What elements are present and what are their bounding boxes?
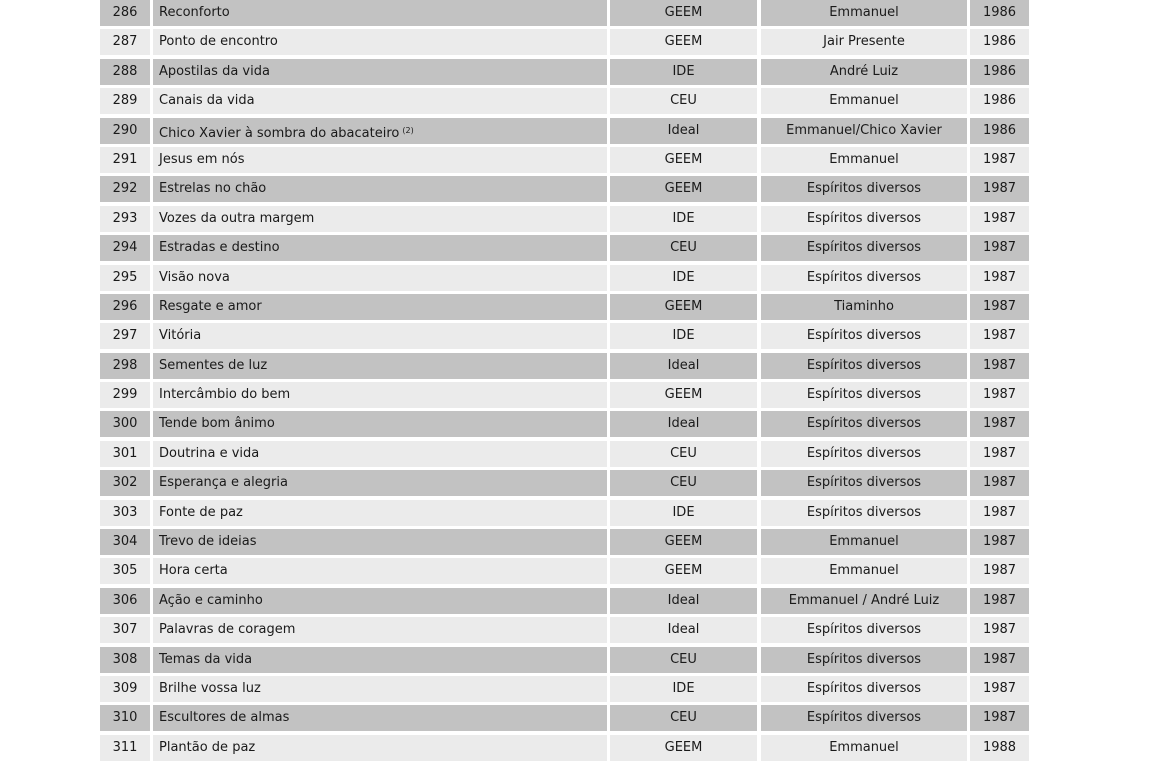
year-cell (970, 705, 1029, 731)
book-title-cell-text: Intercâmbio do bem (159, 387, 291, 403)
book-number-cell (100, 147, 150, 173)
author-cell (761, 29, 967, 55)
book-title-cell (153, 118, 607, 144)
book-number-cell (100, 88, 150, 114)
year-cell (970, 206, 1029, 232)
book-number-cell-text: 295 (112, 269, 138, 285)
year-cell-text: 1987 (982, 269, 1017, 285)
author-cell-text: Espíritos diversos (806, 445, 922, 461)
publisher-cell-text: Ideal (667, 592, 700, 608)
book-title-cell-text: Ponto de encontro (159, 34, 278, 50)
book-number-cell-text: 301 (112, 445, 138, 461)
publisher-cell (610, 323, 757, 349)
table-row (100, 735, 1029, 761)
year-cell-text: 1987 (982, 710, 1017, 726)
book-title-cell (153, 647, 607, 673)
book-number-cell (100, 29, 150, 55)
book-table (100, 0, 1029, 764)
book-number-cell (100, 529, 150, 555)
year-cell (970, 647, 1029, 673)
footnote-marker: (2) (402, 125, 414, 135)
book-number-cell (100, 588, 150, 614)
book-title-cell-text: Escultores de almas (159, 710, 290, 726)
year-cell (970, 735, 1029, 761)
table-row (100, 558, 1029, 584)
year-cell (970, 411, 1029, 437)
year-cell (970, 529, 1029, 555)
year-cell (970, 59, 1029, 85)
book-title-cell (153, 235, 607, 261)
publisher-cell (610, 705, 757, 731)
author-cell (761, 441, 967, 467)
publisher-cell (610, 29, 757, 55)
year-cell (970, 617, 1029, 643)
book-number-cell-text: 297 (112, 328, 138, 344)
book-number-cell-text: 287 (112, 34, 138, 50)
author-cell-text: Espíritos diversos (806, 622, 922, 638)
publisher-cell (610, 382, 757, 408)
book-number-cell-text: 303 (112, 504, 138, 520)
publisher-cell-text: Ideal (667, 416, 700, 432)
year-cell-text: 1987 (982, 298, 1017, 314)
year-cell-text: 1987 (982, 592, 1017, 608)
author-cell-text: Espíritos diversos (806, 210, 922, 226)
book-title-cell (153, 735, 607, 761)
year-cell-text: 1986 (982, 34, 1017, 50)
year-cell (970, 323, 1029, 349)
author-cell (761, 676, 967, 702)
book-title-cell (153, 323, 607, 349)
book-number-cell-text: 288 (112, 63, 138, 79)
table-row (100, 88, 1029, 114)
book-number-cell (100, 382, 150, 408)
book-title-cell (153, 441, 607, 467)
book-number-cell (100, 294, 150, 320)
publisher-cell (610, 59, 757, 85)
book-title-cell (153, 382, 607, 408)
author-cell (761, 353, 967, 379)
book-title-cell-text: Tende bom ânimo (159, 416, 275, 432)
publisher-cell-text: CEU (670, 445, 697, 461)
publisher-cell-text: GEEM (664, 34, 703, 50)
book-number-cell (100, 676, 150, 702)
year-cell-text: 1987 (982, 445, 1017, 461)
book-number-cell-text: 290 (112, 122, 138, 138)
publisher-cell-text: IDE (672, 210, 695, 226)
book-number-cell-text: 292 (112, 181, 138, 197)
author-cell-text: Jair Presente (823, 34, 905, 50)
publisher-cell-text: GEEM (664, 181, 703, 197)
year-cell (970, 176, 1029, 202)
author-cell (761, 59, 967, 85)
publisher-cell-text: GEEM (664, 151, 703, 167)
author-cell (761, 617, 967, 643)
author-cell (761, 470, 967, 496)
year-cell (970, 441, 1029, 467)
author-cell (761, 647, 967, 673)
publisher-cell-text: Ideal (667, 357, 700, 373)
book-number-cell (100, 176, 150, 202)
book-number-cell (100, 323, 150, 349)
author-cell (761, 294, 967, 320)
publisher-cell (610, 617, 757, 643)
book-title-cell-text: Apostilas da vida (159, 63, 270, 79)
author-cell (761, 265, 967, 291)
book-title-cell (153, 617, 607, 643)
book-number-cell-text: 289 (112, 93, 138, 109)
book-number-cell-text: 310 (112, 710, 138, 726)
book-title-cell-text: Hora certa (159, 563, 228, 579)
book-number-cell (100, 500, 150, 526)
publisher-cell (610, 588, 757, 614)
book-title-cell-text: Vitória (159, 328, 202, 344)
book-title-cell-text: Resgate e amor (159, 298, 262, 314)
year-cell-text: 1986 (982, 63, 1017, 79)
book-number-cell-text: 286 (112, 5, 138, 20)
year-cell-text: 1987 (982, 151, 1017, 167)
book-title-cell (153, 558, 607, 584)
author-cell-text: Emmanuel / André Luiz (788, 592, 940, 608)
book-number-cell-text: 309 (112, 680, 138, 696)
author-cell (761, 176, 967, 202)
book-number-cell (100, 647, 150, 673)
author-cell (761, 529, 967, 555)
author-cell-text: Espíritos diversos (806, 328, 922, 344)
year-cell-text: 1987 (982, 210, 1017, 226)
table-row (100, 676, 1029, 702)
year-cell-text: 1987 (982, 328, 1017, 344)
year-cell-text: 1987 (982, 651, 1017, 667)
table-row (100, 118, 1029, 144)
book-title-cell (153, 529, 607, 555)
publisher-cell (610, 529, 757, 555)
publisher-cell-text: GEEM (664, 5, 703, 20)
publisher-cell-text: GEEM (664, 534, 703, 550)
author-cell-text: Emmanuel (829, 534, 899, 550)
author-cell-text: Emmanuel (829, 563, 899, 579)
book-title-cell (153, 29, 607, 55)
book-title-cell-text: Ação e caminho (159, 592, 263, 608)
book-title-cell (153, 676, 607, 702)
author-cell-text: Tiaminho (834, 298, 894, 314)
publisher-cell (610, 0, 757, 26)
year-cell (970, 88, 1029, 114)
year-cell-text: 1987 (982, 622, 1017, 638)
publisher-cell (610, 235, 757, 261)
book-title-cell-text: Visão nova (159, 269, 230, 285)
book-number-cell (100, 59, 150, 85)
year-cell-text: 1987 (982, 357, 1017, 373)
publisher-cell (610, 294, 757, 320)
publisher-cell-text: GEEM (664, 739, 703, 755)
book-title-cell-text: Brilhe vossa luz (159, 680, 261, 696)
year-cell (970, 265, 1029, 291)
book-title-cell (153, 294, 607, 320)
publisher-cell (610, 676, 757, 702)
book-number-cell (100, 705, 150, 731)
publisher-cell (610, 147, 757, 173)
book-title-cell-text: Estradas e destino (159, 240, 280, 256)
table-row (100, 147, 1029, 173)
table-row (100, 441, 1029, 467)
publisher-cell-text: CEU (670, 93, 697, 109)
book-title-cell (153, 176, 607, 202)
year-cell-text: 1986 (982, 93, 1017, 109)
book-title-cell (153, 265, 607, 291)
author-cell-text: Emmanuel (829, 739, 899, 755)
table-row (100, 206, 1029, 232)
year-cell (970, 470, 1029, 496)
table-row (100, 0, 1029, 26)
author-cell (761, 235, 967, 261)
publisher-cell-text: CEU (670, 651, 697, 667)
publisher-cell (610, 88, 757, 114)
book-number-cell-text: 294 (112, 240, 138, 256)
book-number-cell (100, 411, 150, 437)
book-number-cell (100, 470, 150, 496)
book-number-cell-text: 293 (112, 210, 138, 226)
publisher-cell-text: GEEM (664, 298, 703, 314)
publisher-cell-text: IDE (672, 269, 695, 285)
publisher-cell (610, 176, 757, 202)
table-row (100, 59, 1029, 85)
publisher-cell-text: Ideal (667, 122, 700, 138)
book-number-cell-text: 305 (112, 563, 138, 579)
author-cell-text: Espíritos diversos (806, 269, 922, 285)
year-cell (970, 294, 1029, 320)
year-cell (970, 353, 1029, 379)
author-cell (761, 411, 967, 437)
author-cell (761, 88, 967, 114)
table-row (100, 411, 1029, 437)
table-row (100, 235, 1029, 261)
author-cell (761, 735, 967, 761)
author-cell (761, 323, 967, 349)
book-number-cell-text: 291 (112, 151, 138, 167)
year-cell (970, 588, 1029, 614)
author-cell-text: Espíritos diversos (806, 181, 922, 197)
book-title-cell-text: Estrelas no chão (159, 181, 267, 197)
book-title-cell-text: Canais da vida (159, 93, 255, 109)
publisher-cell-text: CEU (670, 240, 697, 256)
book-title-cell-text: Jesus em nós (159, 151, 245, 167)
table-row (100, 176, 1029, 202)
year-cell (970, 500, 1029, 526)
publisher-cell (610, 647, 757, 673)
author-cell (761, 705, 967, 731)
book-number-cell (100, 0, 150, 26)
year-cell-text: 1987 (982, 416, 1017, 432)
publisher-cell-text: IDE (672, 328, 695, 344)
table-row (100, 500, 1029, 526)
book-number-cell (100, 558, 150, 584)
book-number-cell-text: 306 (112, 592, 138, 608)
book-number-cell-text: 308 (112, 651, 138, 667)
book-title-cell (153, 705, 607, 731)
publisher-cell-text: IDE (672, 63, 695, 79)
year-cell-text: 1988 (982, 739, 1017, 755)
year-cell-text: 1987 (982, 475, 1017, 491)
book-title-cell (153, 353, 607, 379)
author-cell-text: Emmanuel (829, 93, 899, 109)
author-cell-text: Emmanuel (829, 151, 899, 167)
book-title-cell (153, 411, 607, 437)
publisher-cell (610, 206, 757, 232)
publisher-cell-text: GEEM (664, 387, 703, 403)
book-number-cell (100, 235, 150, 261)
book-number-cell-text: 300 (112, 416, 138, 432)
table-row (100, 382, 1029, 408)
publisher-cell (610, 265, 757, 291)
table-row (100, 29, 1029, 55)
author-cell-text: Espíritos diversos (806, 651, 922, 667)
year-cell (970, 676, 1029, 702)
table-row (100, 470, 1029, 496)
publisher-cell (610, 411, 757, 437)
year-cell-text: 1987 (982, 680, 1017, 696)
book-title-cell (153, 0, 607, 26)
book-number-cell (100, 265, 150, 291)
year-cell-text: 1986 (982, 5, 1017, 20)
publisher-cell-text: Ideal (667, 622, 700, 638)
book-title-cell (153, 147, 607, 173)
book-title-cell-text: Sementes de luz (159, 357, 268, 373)
book-title-cell (153, 588, 607, 614)
book-number-cell (100, 617, 150, 643)
publisher-cell (610, 441, 757, 467)
year-cell (970, 29, 1029, 55)
book-number-cell-text: 304 (112, 534, 138, 550)
publisher-cell-text: GEEM (664, 563, 703, 579)
year-cell-text: 1987 (982, 240, 1017, 256)
author-cell-text: Espíritos diversos (806, 357, 922, 373)
author-cell (761, 558, 967, 584)
publisher-cell (610, 470, 757, 496)
book-number-cell (100, 118, 150, 144)
author-cell-text: Espíritos diversos (806, 504, 922, 520)
book-title-cell (153, 59, 607, 85)
table-row (100, 647, 1029, 673)
table-row (100, 705, 1029, 731)
publisher-cell-text: IDE (672, 504, 695, 520)
year-cell (970, 118, 1029, 144)
author-cell-text: Espíritos diversos (806, 416, 922, 432)
year-cell-text: 1987 (982, 387, 1017, 403)
table-row (100, 529, 1029, 555)
book-number-cell-text: 311 (112, 739, 138, 755)
table-row (100, 323, 1029, 349)
book-number-cell (100, 441, 150, 467)
publisher-cell-text: CEU (670, 710, 697, 726)
table-row (100, 353, 1029, 379)
book-number-cell-text: 299 (112, 387, 138, 403)
author-cell-text: Espíritos diversos (806, 710, 922, 726)
author-cell-text: Espíritos diversos (806, 475, 922, 491)
year-cell (970, 147, 1029, 173)
book-title-cell-text: Trevo de ideias (159, 534, 257, 550)
author-cell-text: Emmanuel/Chico Xavier (786, 122, 942, 138)
publisher-cell (610, 353, 757, 379)
author-cell-text: Espíritos diversos (806, 680, 922, 696)
table-row (100, 617, 1029, 643)
table-row (100, 588, 1029, 614)
table-row (100, 294, 1029, 320)
author-cell (761, 206, 967, 232)
book-title-cell-text: Plantão de paz (159, 739, 256, 755)
year-cell-text: 1987 (982, 504, 1017, 520)
book-number-cell-text: 302 (112, 475, 138, 491)
year-cell (970, 235, 1029, 261)
book-number-cell (100, 735, 150, 761)
book-number-cell (100, 206, 150, 232)
book-title-cell (153, 206, 607, 232)
author-cell-text: Espíritos diversos (806, 387, 922, 403)
author-cell (761, 500, 967, 526)
book-title-cell (153, 470, 607, 496)
publisher-cell-text: IDE (672, 680, 695, 696)
year-cell-text: 1987 (982, 181, 1017, 197)
book-title-cell-text: Reconforto (159, 5, 230, 20)
publisher-cell (610, 558, 757, 584)
book-title-cell-text: Temas da vida (159, 651, 253, 667)
year-cell (970, 0, 1029, 26)
table-row (100, 265, 1029, 291)
book-number-cell-text: 296 (112, 298, 138, 314)
author-cell-text: André Luiz (829, 63, 899, 79)
book-number-cell (100, 353, 150, 379)
publisher-cell-text: CEU (670, 475, 697, 491)
book-title-cell (153, 88, 607, 114)
book-title-cell-text: Vozes da outra margem (159, 210, 315, 226)
author-cell-text: Espíritos diversos (806, 240, 922, 256)
year-cell-text: 1987 (982, 563, 1017, 579)
book-title-cell-text: Palavras de coragem (159, 622, 296, 638)
book-title-cell-text: Chico Xavier à sombra do abacateiro (159, 125, 400, 141)
year-cell (970, 558, 1029, 584)
publisher-cell (610, 735, 757, 761)
author-cell (761, 118, 967, 144)
publisher-cell (610, 500, 757, 526)
book-title-cell-text: Doutrina e vida (159, 445, 260, 461)
year-cell (970, 382, 1029, 408)
book-title-cell-text: Fonte de paz (159, 504, 243, 520)
author-cell (761, 588, 967, 614)
year-cell-text: 1986 (982, 122, 1017, 138)
author-cell-text: Emmanuel (829, 5, 899, 20)
book-title-cell (153, 500, 607, 526)
author-cell (761, 0, 967, 26)
publisher-cell (610, 118, 757, 144)
book-number-cell-text: 307 (112, 622, 138, 638)
book-number-cell-text: 298 (112, 357, 138, 373)
author-cell (761, 382, 967, 408)
author-cell (761, 147, 967, 173)
year-cell-text: 1987 (982, 534, 1017, 550)
book-title-cell-text: Esperança e alegria (159, 475, 288, 491)
